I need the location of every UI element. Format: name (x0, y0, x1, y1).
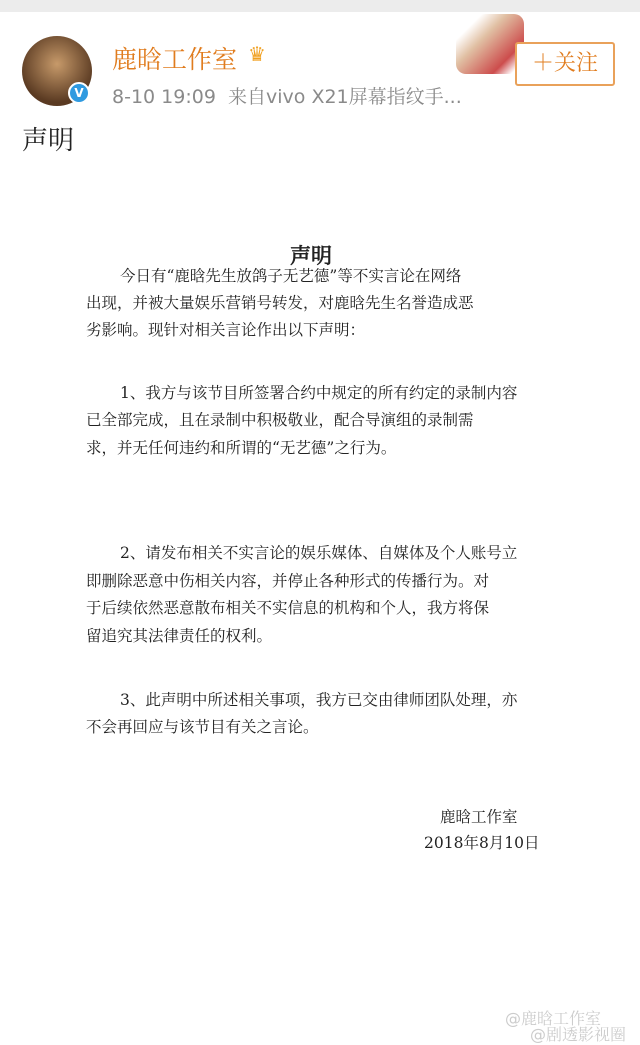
post-text: 声明 (22, 126, 75, 156)
document-line: 已全部完成，且在录制中积极敬业，配合导演组的录制需 (86, 411, 474, 429)
document-line: 劣影响。现针对相关言论作出以下声明： (86, 321, 366, 339)
document-line: 3、此声明中所述相关事项，我方已交由律师团队处理，亦 (120, 691, 518, 709)
document-line: 2、请发布相关不实言论的娱乐媒体、自媒体及个人账号立 (120, 544, 518, 562)
document-title: 声明 (290, 243, 332, 268)
document-signature: 鹿晗工作室 (440, 808, 518, 826)
crown-icon: ♛ (248, 42, 266, 66)
document-line: 今日有“鹿晗先生放鸽子无艺德”等不实言论在网络 (120, 267, 462, 285)
document-line: 留追究其法律责任的权利。 (86, 627, 273, 645)
document-line: 即删除恶意中伤相关内容，并停止各种形式的传播行为。对 (86, 572, 490, 590)
follow-button[interactable]: ＋关注 (515, 42, 615, 86)
document-line: 不会再回应与该节目有关之言论。 (86, 718, 319, 736)
post-source: 来自vivo X21屏幕指纹手... (228, 86, 462, 108)
watermark-1: @鹿晗工作室 (505, 1009, 602, 1028)
post-meta (112, 82, 462, 109)
verified-icon: V (68, 82, 90, 104)
document-line: 出现，并被大量娱乐营销号转发，对鹿晗先生名誉造成恶 (86, 294, 474, 312)
document-line: 1、我方与该节目所签署合约中规定的所有约定的录制内容 (120, 384, 518, 402)
decoration-image (456, 14, 524, 74)
post-time: 8-10 19:09 (112, 86, 216, 108)
document-date: 2018年8月10日 (424, 834, 540, 852)
author-name[interactable]: 鹿晗工作室 (112, 45, 238, 74)
top-bar (0, 0, 640, 12)
document-line: 求，并无任何违约和所谓的“无艺德”之行为。 (86, 439, 397, 457)
watermark-2: @剧透影视圈 (530, 1025, 627, 1044)
document-line: 于后续依然恶意散布相关不实信息的机构和个人，我方将保 (86, 599, 490, 617)
